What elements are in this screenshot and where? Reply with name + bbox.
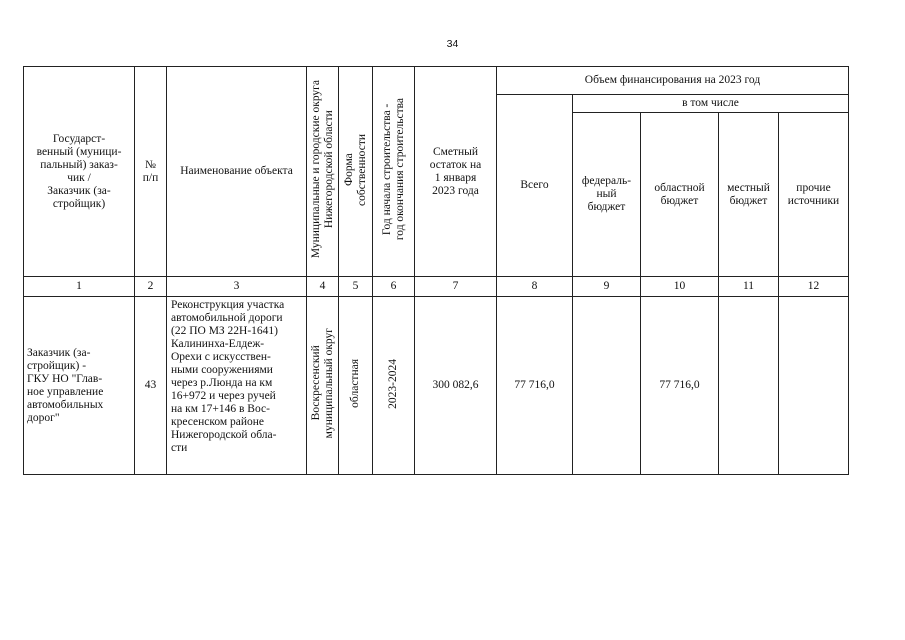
- column-number: 9: [573, 277, 641, 297]
- header-local: местный бюджет: [719, 113, 779, 277]
- header-ownership: Форма собственности: [339, 67, 373, 277]
- cell-remaining-cost: 300 082,6: [415, 297, 497, 475]
- cell-ownership: областная: [339, 297, 373, 475]
- financing-table: [23, 66, 849, 475]
- column-number: 11: [719, 277, 779, 297]
- page-number: 34: [446, 38, 459, 50]
- cell-federal: [573, 297, 641, 475]
- header-remaining-cost: Сметный остаток на 1 января 2023 года: [415, 67, 497, 277]
- cell-row-no: 43: [135, 297, 167, 475]
- cell-customer: Заказчик (за- стройщик) - ГКУ НО "Глав- ное управление автомобильных дорог": [24, 297, 135, 475]
- column-number: 4: [307, 277, 339, 297]
- column-number: 1: [24, 277, 135, 297]
- header-federal: федераль- ный бюджет: [573, 113, 641, 277]
- column-number: 5: [339, 277, 373, 297]
- header-including: в том числе: [573, 95, 849, 113]
- column-number: 8: [497, 277, 573, 297]
- header-object-name: Наименование объекта: [167, 67, 307, 277]
- column-number: 10: [641, 277, 719, 297]
- cell-other: [779, 297, 849, 475]
- cell-local: [719, 297, 779, 475]
- column-numbers-row: [24, 277, 849, 297]
- cell-regional: 77 716,0: [641, 297, 719, 475]
- header-customer: Государст- венный (муници- пальный) заказ- чик / Заказчик (за- стройщик): [24, 67, 135, 277]
- header-years: Год начала строительства - год окончания строительства: [373, 67, 415, 277]
- cell-municipality: Воскресенский муниципальный округ: [307, 297, 339, 475]
- table-row: [24, 297, 849, 475]
- column-number: 3: [167, 277, 307, 297]
- column-number: 7: [415, 277, 497, 297]
- header-other: прочие источники: [779, 113, 849, 277]
- column-number: 12: [779, 277, 849, 297]
- header-financing-group: Объем финансирования на 2023 год: [497, 67, 849, 95]
- header-municipality: Муниципальные и городские округа Нижегородской области: [307, 67, 339, 277]
- cell-object-name: Реконструкция участка автомобильной дороги (22 ПО МЗ 22Н-1641) Калининха-Елдеж- Орехи с искусствен- ными сооружениями через р.Люнда на км 16+972 и через ручей на км 17+146 в Вос- кресенском районе Нижегородской обла- сти: [167, 297, 307, 475]
- header-regional: областной бюджет: [641, 113, 719, 277]
- header-total: Всего: [497, 95, 573, 277]
- column-number: 6: [373, 277, 415, 297]
- cell-total: 77 716,0: [497, 297, 573, 475]
- column-number: 2: [135, 277, 167, 297]
- cell-years: 2023-2024: [373, 297, 415, 475]
- header-row-no: № п/п: [135, 67, 167, 277]
